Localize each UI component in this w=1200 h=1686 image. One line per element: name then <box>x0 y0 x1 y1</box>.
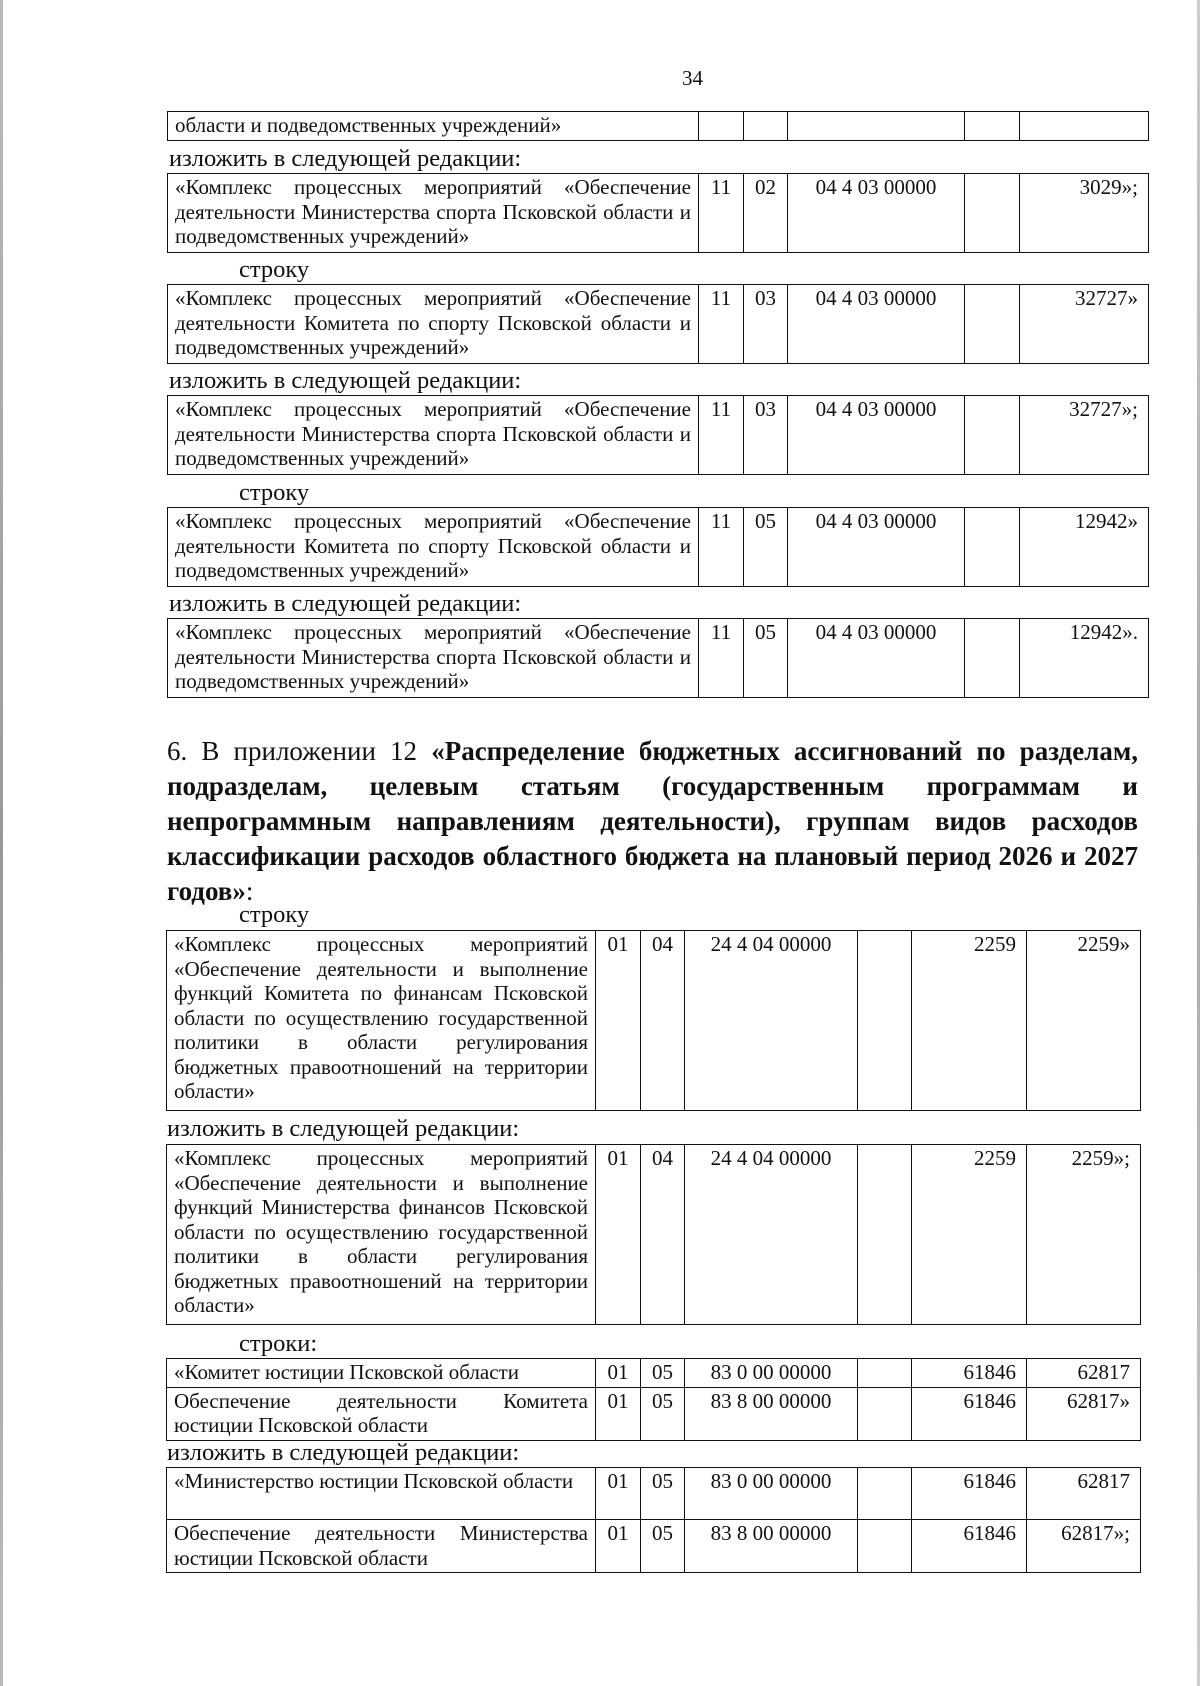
table-b2-row-2 <box>166 1144 1141 1325</box>
section-code: 11 <box>699 174 744 253</box>
row-description: Обеспечение деятельности Министерства юстиции Псковской области <box>167 1520 596 1573</box>
table-row-2 <box>167 284 1149 364</box>
row-description: «Комплекс процессных мероприятий «Обеспечение деятельности Министерства спорта Псковской области и подведомственных учреждений» <box>168 396 699 475</box>
table-b2-row-1 <box>166 930 1141 1111</box>
subsection-code: 03 <box>744 396 788 475</box>
paragraph-6 <box>167 734 1138 909</box>
target-article-code: 83 0 00 00000 <box>685 1359 858 1388</box>
caption-line: строку <box>239 479 310 506</box>
amount-2027: 2259»; <box>1027 1145 1141 1325</box>
expense-type-code <box>858 1520 912 1573</box>
table-row-1 <box>167 173 1149 253</box>
expense-type-code <box>965 619 1020 698</box>
caption-edit: изложить в следующей редакции: <box>169 145 522 172</box>
amount-2026: 61846 <box>912 1468 1027 1520</box>
amount-2027: 2259» <box>1027 931 1141 1111</box>
table-row <box>167 1520 1141 1573</box>
expense-type-code <box>858 1145 912 1325</box>
caption-edit: изложить в следующей редакции: <box>167 1439 520 1466</box>
target-article-code: 04 4 03 00000 <box>788 619 965 698</box>
table-row <box>167 1359 1141 1388</box>
table-row-3 <box>167 395 1149 475</box>
paragraph-6-tail: : <box>245 876 254 906</box>
expense-type-code <box>965 174 1020 253</box>
subsection-code: 03 <box>744 285 788 364</box>
section-code: 11 <box>699 396 744 475</box>
row-description: Обеспечение деятельности Комитета юстиции Псковской области <box>167 1387 596 1440</box>
subsection-code: 02 <box>744 174 788 253</box>
section-code: 01 <box>596 1468 641 1520</box>
subsection-code: 04 <box>641 931 685 1111</box>
amount-2027: 62817 <box>1027 1468 1141 1520</box>
section-code: 01 <box>596 1387 641 1440</box>
expense-type-code <box>858 1468 912 1520</box>
subsection-code: 05 <box>744 619 788 698</box>
target-article-code: 24 4 04 00000 <box>685 1145 858 1325</box>
table-row-continuation <box>167 111 1149 141</box>
amount-2026: 61846 <box>912 1387 1027 1440</box>
paragraph-6-lead: 6. В приложении 12 <box>167 736 432 766</box>
amount-2027: 62817»; <box>1027 1520 1141 1573</box>
subsection-code: 05 <box>641 1468 685 1520</box>
row-description: «Комитет юстиции Псковской области <box>167 1359 596 1388</box>
amount: 12942». <box>1020 619 1149 698</box>
section-code: 11 <box>699 285 744 364</box>
amount: 32727»; <box>1020 396 1149 475</box>
target-article-code: 24 4 04 00000 <box>685 931 858 1111</box>
caption-edit: изложить в следующей редакции: <box>169 590 522 617</box>
row-description: «Комплекс процессных мероприятий «Обеспечение деятельности и выполнение функций Комитета по финансам Псковской области по осуществлению государственной политики в области регулирования бюджетных правоотношений на территории области» <box>167 931 596 1111</box>
table-row-4 <box>167 507 1149 587</box>
amount: 12942» <box>1020 508 1149 587</box>
expense-type-code <box>965 396 1020 475</box>
amount-2027: 62817» <box>1027 1387 1141 1440</box>
amount-2026: 61846 <box>912 1520 1027 1573</box>
table-row <box>167 1387 1141 1440</box>
table-row-5 <box>167 618 1149 698</box>
expense-type-code <box>858 1359 912 1388</box>
amount-2026: 2259 <box>912 931 1027 1111</box>
appendix-title: «Распределение бюджетных ассигнований по разделам, подразделам, целевым статьям (государственным программам и непрограммным направлениям деятельности), группам видов расходов классификации расходов областного бюджета на плановый период 2026 и 2027 годов» <box>167 736 1138 906</box>
row-description: «Комплекс процессных мероприятий «Обеспечение деятельности Комитета по спорту Псковской области и подведомственных учреждений» <box>168 508 699 587</box>
section-code: 01 <box>596 931 641 1111</box>
subsection-code: 05 <box>641 1359 685 1388</box>
row-description: «Комплекс процессных мероприятий «Обеспечение деятельности Министерства спорта Псковской области и подведомственных учреждений» <box>168 619 699 698</box>
subsection-code: 05 <box>641 1387 685 1440</box>
amount: 32727» <box>1020 285 1149 364</box>
table-b2-rows-3 <box>166 1358 1141 1441</box>
caption-lines: строки: <box>239 1330 318 1357</box>
row-description: «Комплекс процессных мероприятий «Обеспечение деятельности Комитета по спорту Псковской области и подведомственных учреждений» <box>168 285 699 364</box>
target-article-code: 04 4 03 00000 <box>788 285 965 364</box>
target-article-code: 04 4 03 00000 <box>788 174 965 253</box>
expense-type-code <box>965 508 1020 587</box>
caption-edit: изложить в следующей редакции: <box>167 1115 520 1142</box>
amount-2026: 61846 <box>912 1359 1027 1388</box>
amount-2027: 62817 <box>1027 1359 1141 1388</box>
caption-line: строку <box>239 256 310 283</box>
scan-edge-left <box>0 0 3 1686</box>
caption-line: строку <box>239 901 310 928</box>
section-code: 11 <box>699 619 744 698</box>
subsection-code: 04 <box>641 1145 685 1325</box>
target-article-code: 83 0 00 00000 <box>685 1468 858 1520</box>
expense-type-code <box>965 285 1020 364</box>
subsection-code: 05 <box>744 508 788 587</box>
section-code: 01 <box>596 1520 641 1573</box>
subsection-code: 05 <box>641 1520 685 1573</box>
page-number: 34 <box>682 66 703 90</box>
target-article-code: 04 4 03 00000 <box>788 396 965 475</box>
row-description: «Министерство юстиции Псковской области <box>167 1468 596 1520</box>
section-code: 01 <box>596 1145 641 1325</box>
amount: 3029»; <box>1020 174 1149 253</box>
row-description: «Комплекс процессных мероприятий «Обеспечение деятельности Министерства спорта Псковской области и подведомственных учреждений» <box>168 174 699 253</box>
amount-2026: 2259 <box>912 1145 1027 1325</box>
row-description: «Комплекс процессных мероприятий «Обеспечение деятельности и выполнение функций Министерства финансов Псковской области по осуществлению государственной политики в области регулирования бюджетных правоотношений на территории области» <box>167 1145 596 1325</box>
target-article-code: 04 4 03 00000 <box>788 508 965 587</box>
section-code: 11 <box>699 508 744 587</box>
expense-type-code <box>858 1387 912 1440</box>
target-article-code: 83 8 00 00000 <box>685 1520 858 1573</box>
table-row <box>167 1468 1141 1520</box>
target-article-code: 83 8 00 00000 <box>685 1387 858 1440</box>
caption-edit: изложить в следующей редакции: <box>169 367 522 394</box>
expense-type-code <box>858 931 912 1111</box>
section-code: 01 <box>596 1359 641 1388</box>
row-description: области и подведомственных учреждений» <box>168 112 699 141</box>
table-b2-rows-4 <box>166 1467 1141 1573</box>
